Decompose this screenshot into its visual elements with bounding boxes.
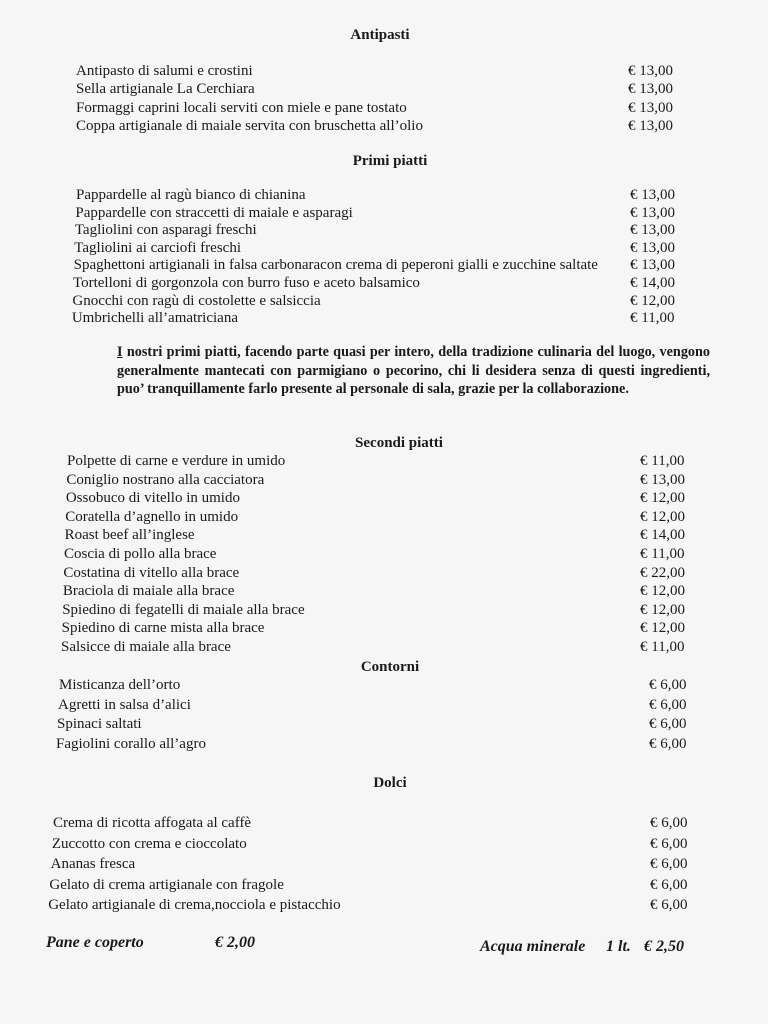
menu-item-price: € 13,00 [630,222,675,239]
menu-item-name: Sella artigianale La Cerchiara [76,81,255,98]
menu-item-price: € 6,00 [650,897,688,913]
bread-cover-price: € 2,00 [215,934,255,951]
menu-item-price: € 13,00 [628,99,673,116]
menu-item-name: Spiedino di carne mista alla brace [61,620,265,637]
menu-item-price: € 6,00 [649,677,687,693]
note-initial: I [117,344,123,360]
section-title-primi: Primi piatti [352,153,428,169]
menu-item-price: € 13,00 [640,471,685,488]
menu-item-price: € 11,00 [630,310,675,327]
menu-item-price: € 13,00 [630,187,675,203]
section-title-dolci: Dolci [373,775,407,791]
menu-item-price: € 6,00 [650,876,688,893]
menu-item-name: Spiedino di fegatelli di maiale alla brace [62,601,305,618]
menu-item-name: Crema di ricotta affogata al caffè [53,815,252,831]
menu-item-price: € 6,00 [650,835,688,852]
menu-item-name: Braciola di maiale alla brace [62,583,235,600]
menu-item-price: € 12,00 [640,508,685,525]
menu-item-price: € 12,00 [630,292,675,309]
menu-item-price: € 13,00 [628,117,673,134]
menu-item-name: Tagliolini ai carciofi freschi [74,239,241,256]
menu-item-name: Tortelloni di gorgonzola con burro fuso e aceto balsamico [73,275,420,291]
menu-item-name: Coniglio nostrano alla cacciatora [66,471,265,488]
menu-item-name: Spinaci saltati [57,716,142,732]
menu-item-price: € 14,00 [640,527,685,544]
menu-item-name: Roast beef all’inglese [64,527,195,544]
menu-item-price: € 22,00 [640,564,685,581]
menu-item-price: € 6,00 [649,716,687,732]
menu-item-name: Ananas fresca [50,856,136,872]
water-size: 1 lt. [606,938,631,955]
section-title-secondi: Secondi piatti [355,435,443,451]
menu-item-name: Coscia di pollo alla brace [64,546,217,562]
menu-item-name: Gnocchi con ragù di costolette e salsiccia [72,292,321,309]
menu-item-name: Fagiolini corallo all’agro [56,735,206,752]
menu-item-price: € 13,00 [628,81,673,98]
menu-item-name: Coratella d’agnello in umido [65,508,239,525]
water-price: € 2,50 [644,938,684,955]
menu-item-price: € 6,00 [650,815,688,831]
menu-item-name: Formaggi caprini locali serviti con miele e pane tostato [76,99,407,116]
menu-item-name: Umbrichelli all’amatriciana [71,310,238,327]
menu-item-name: Costatina di vitello alla brace [63,564,240,581]
menu-item-price: € 12,00 [640,490,685,507]
section-title-contorni: Contorni [360,659,420,675]
menu-item-name: Gelato artigianale di crema,nocciola e pistacchio [48,897,341,913]
primi-note [117,343,710,399]
menu-item-name: Salsicce di maiale alla brace [61,639,231,655]
menu-item-name: Gelato di crema artigianale con fragole [49,876,284,893]
menu-item-price: € 6,00 [649,735,687,752]
menu-item-name: Agretti in salsa d’alici [58,696,191,713]
menu-item-name: Polpette di carne e verdure in umido [67,453,286,469]
menu-item-name: Antipasto di salumi e crostini [76,63,253,79]
menu-item-name: Spaghettoni artigianali in falsa carbonaracon crema di peperoni gialli e zucchine saltate [73,257,598,274]
menu-item-price: € 12,00 [640,583,685,600]
menu-item-name: Coppa artigianale di maiale servita con bruschetta all’olio [76,117,423,134]
menu-item-price: € 14,00 [630,275,675,291]
section-title-antipasti: Antipasti [350,27,410,43]
menu-item-price: € 13,00 [630,204,675,221]
menu-item-price: € 6,00 [649,696,687,713]
menu-item-price: € 6,00 [650,856,688,872]
menu-item-name: Pappardelle al ragù bianco di chianina [76,187,306,203]
water-label: Acqua minerale [480,938,586,955]
menu-item-price: € 11,00 [640,453,685,469]
menu-item-name: Ossobuco di vitello in umido [65,490,240,507]
menu-item-price: € 13,00 [630,239,675,256]
menu-item-name: Misticanza dell’orto [59,677,181,693]
menu-item-name: Zuccotto con crema e cioccolato [51,835,247,852]
menu-item-price: € 13,00 [628,63,673,79]
menu-item-price: € 11,00 [640,639,685,655]
menu-item-name: Pappardelle con straccetti di maiale e asparagi [75,204,353,221]
note-text: nostri primi piatti, facendo parte quasi per intero, della tradizione culinaria del luogo, vengono generalmente mantecati con parmigiano o pecorino, chi li desidera senza di questi ingredienti, puo’ tranquillamente farlo presente al personale di sala, grazie per la collaborazione. [117,344,710,398]
menu-item-price: € 13,00 [630,257,675,274]
menu-item-price: € 11,00 [640,546,685,562]
menu-item-price: € 12,00 [640,620,685,637]
menu-item-name: Tagliolini con asparagi freschi [74,222,257,239]
menu-item-price: € 12,00 [640,601,685,618]
bread-cover-label: Pane e coperto [46,934,144,951]
